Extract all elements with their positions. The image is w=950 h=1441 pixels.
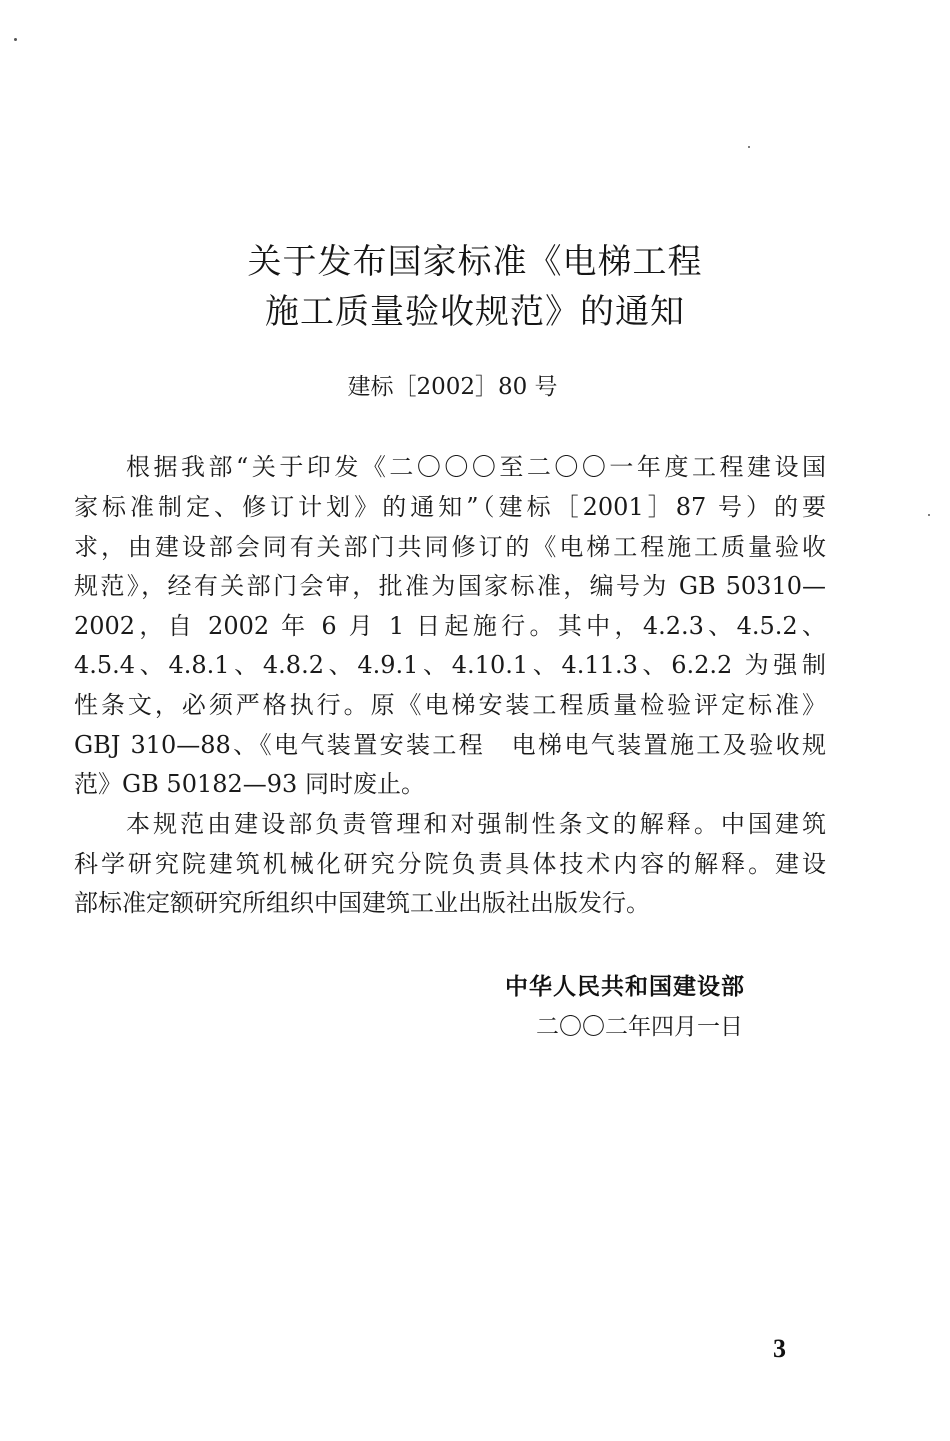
paragraph-line: 求，由建设部会同有关部门共同修订的《电梯工程施工质量验收 xyxy=(74,533,826,561)
issue-date: 二〇〇二年四月一日 xyxy=(536,1014,743,1040)
notice-title-line-1: 关于发布国家标准《电梯工程 xyxy=(247,242,703,282)
paragraph-line: 规范》，经有关部门会审，批准为国家标准，编号为 GB 50310— xyxy=(74,572,826,600)
document-number: 建标［2002］80 号 xyxy=(347,374,558,400)
notice-title-line-2: 施工质量验收规范》的通知 xyxy=(265,292,685,332)
scan-speck xyxy=(928,514,930,516)
paragraph-line: 范》GB 50182—93 同时废止。 xyxy=(74,770,425,798)
paragraph-line: 部标准定额研究所组织中国建筑工业出版社出版发行。 xyxy=(74,889,650,917)
scan-speck xyxy=(14,38,17,41)
page-number: 3 xyxy=(773,1334,786,1363)
paragraph-line: 4.5.4、4.8.1、4.8.2、4.9.1、4.10.1、4.11.3、6.2.2 为强制 xyxy=(74,651,826,679)
paragraph-line: 性条文，必须严格执行。原《电梯安装工程质量检验评定标准》 xyxy=(74,691,826,719)
scan-speck xyxy=(748,146,750,148)
paragraph-line: 科学研究院建筑机械化研究分院负责具体技术内容的解释。建设 xyxy=(74,850,826,878)
paragraph-line: 家标准制定、修订计划》的通知”（建标［2001］87 号）的要 xyxy=(74,493,826,521)
paragraph-line: 根据我部“关于印发《二〇〇〇至二〇〇一年度工程建设国 xyxy=(126,453,826,481)
issuing-organization: 中华人民共和国建设部 xyxy=(505,974,745,1000)
paragraph-line: 2002，自 2002 年 6 月 1 日起施行。其中，4.2.3、4.5.2、 xyxy=(74,612,826,640)
paragraph-line: 本规范由建设部负责管理和对强制性条文的解释。中国建筑 xyxy=(126,810,826,838)
paragraph-line: GBJ 310—88、《电气装置安装工程 电梯电气装置施工及验收规 xyxy=(74,731,826,759)
